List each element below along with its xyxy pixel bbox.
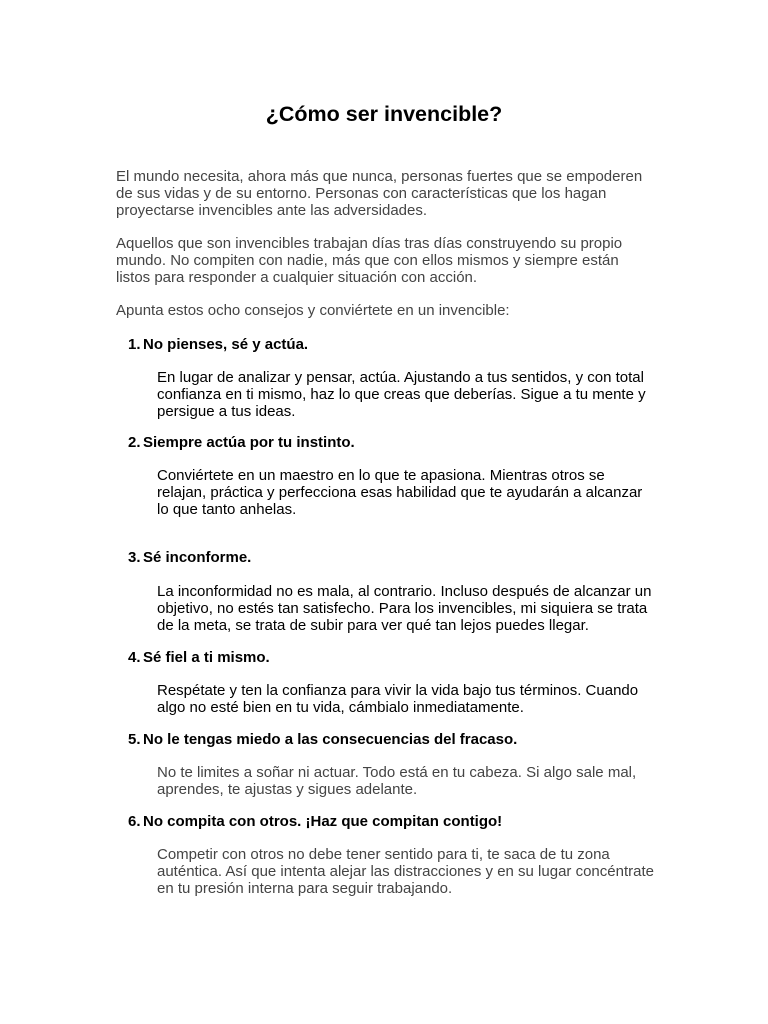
list-item-title: No le tengas miedo a las consecuencias del fracaso.	[143, 731, 518, 748]
intro-paragraph-1: El mundo necesita, ahora más que nunca, personas fuertes que se empoderen de sus vidas y de su entorno. Personas con características que los hagan proyectarse invencibles ante las adversidades.	[116, 168, 643, 219]
list-item-heading	[128, 434, 658, 451]
list-item-number: 2.	[128, 434, 141, 451]
list-item-title: Siempre actúa por tu instinto.	[143, 434, 355, 451]
list-item-body: En lugar de analizar y pensar, actúa. Ajustando a tus sentidos, y con total confianza en ti mismo, haz lo que creas que deberías. Sigue a tu mente y persigue a tus ideas.	[157, 369, 646, 420]
list-item-heading	[128, 813, 658, 830]
list-item-title: No compita con otros. ¡Haz que compitan contigo!	[143, 813, 503, 830]
list-item-title: Sé fiel a ti mismo.	[143, 649, 270, 666]
list-item-heading	[128, 549, 658, 566]
list-item-body: La inconformidad no es mala, al contrario. Incluso después de alcanzar un objetivo, no estés tan satisfecho. Para los invencibles, mi siquiera se trata de la meta, se trata de subir para ver qué tan lejos puedes llegar.	[157, 583, 652, 634]
list-item-body: Competir con otros no debe tener sentido para ti, te saca de tu zona auténtica. Así que intenta alejar las distracciones y en su lugar concéntrate en tu presión interna para seguir trabajando.	[157, 846, 654, 897]
list-item-body: Conviértete en un maestro en lo que te apasiona. Mientras otros se relajan, práctica y perfecciona esas habilidad que te ayudarán a alcanzar lo que tanto anhelas.	[157, 467, 643, 518]
list-item-body: Respétate y ten la confianza para vivir la vida bajo tus términos. Cuando algo no esté bien en tu vida, cámbialo inmediatamente.	[157, 682, 639, 716]
list-item-number: 3.	[128, 549, 141, 566]
list-item-title: No pienses, sé y actúa.	[143, 336, 309, 353]
intro-paragraph-2: Aquellos que son invencibles trabajan días tras días construyendo su propio mundo. No compiten con nadie, más que con ellos mismos y siempre están listos para responder a cualquier situación con acción.	[116, 235, 623, 286]
list-item-heading	[128, 731, 658, 748]
list-item-number: 1.	[128, 336, 141, 353]
list-item-heading	[128, 649, 658, 666]
list-item-number: 5.	[128, 731, 141, 748]
intro-paragraph-3: Apunta estos ocho consejos y conviértete en un invencible:	[116, 302, 510, 319]
list-item-title: Sé inconforme.	[143, 549, 252, 566]
list-item-number: 4.	[128, 649, 141, 666]
list-item-number: 6.	[128, 813, 141, 830]
list-item-heading	[128, 336, 658, 353]
list-item-body: No te limites a soñar ni actuar. Todo está en tu cabeza. Si algo sale mal, aprendes, te ajustas y sigues adelante.	[157, 764, 637, 798]
page-title: ¿Cómo ser invencible?	[265, 102, 503, 126]
